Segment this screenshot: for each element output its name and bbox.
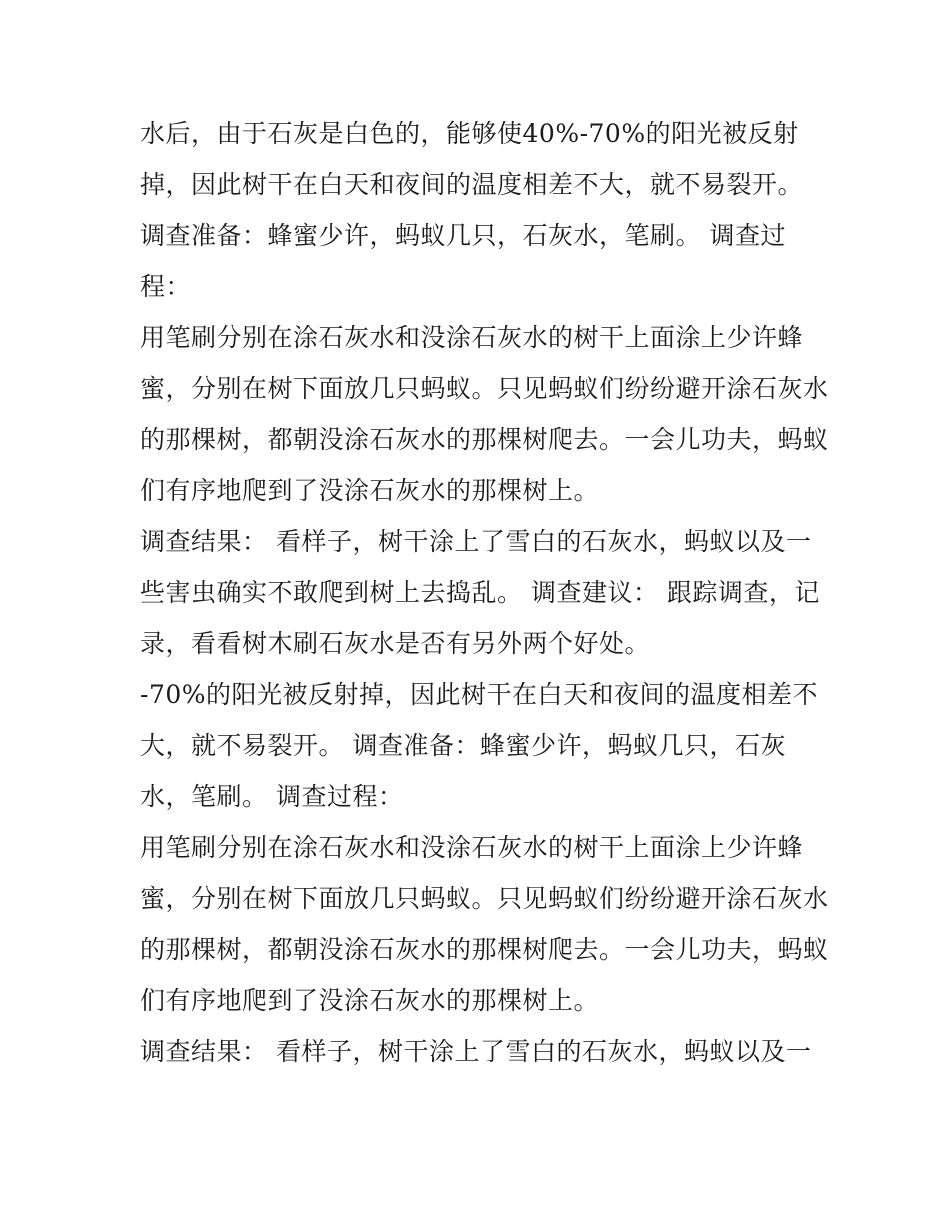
text-line: 调查结果： 看样子，树干涂上了雪白的石灰水，蚂蚁以及一 [140,1037,812,1066]
text-line: 们有序地爬到了没涂石灰水的那棵树上。 [140,986,600,1015]
text-line: 调查结果： 看样子，树干涂上了雪白的石灰水，蚂蚁以及一 [140,527,812,556]
text-line: 水，笔刷。 调查过程： [140,782,404,811]
text-line: 录，看看树木刷石灰水是否有另外两个好处。 [140,629,651,658]
text-line: 大，就不易裂开。 调查准备：蜂蜜少许，蚂蚁几只，石灰 [140,731,786,760]
text-line: 些害虫确实不敢爬到树上去捣乱。 调查建议： 跟踪调查，记 [140,578,820,607]
text-line: 调查准备：蜂蜜少许，蚂蚁几只，石灰水，笔刷。 调查过 [140,221,786,250]
text-line: 用笔刷分别在涂石灰水和没涂石灰水的树干上面涂上少许蜂 [140,833,804,862]
text-line: 水后，由于石灰是白色的，能够使40%-70%的阳光被反射 [140,119,799,148]
text-line: 的那棵树，都朝没涂石灰水的那棵树爬去。一会儿功夫，蚂蚁 [140,425,829,454]
text-line: 程： [140,272,192,301]
text-line: 用笔刷分别在涂石灰水和没涂石灰水的树干上面涂上少许蜂 [140,323,804,352]
text-line: 们有序地爬到了没涂石灰水的那棵树上。 [140,476,600,505]
text-line: 蜜，分别在树下面放几只蚂蚁。只见蚂蚁们纷纷避开涂石灰水 [140,884,829,913]
text-line: 蜜，分别在树下面放几只蚂蚁。只见蚂蚁们纷纷避开涂石灰水 [140,374,829,403]
text-line: 掉，因此树干在白天和夜间的温度相差不大，就不易裂开。 [140,170,804,199]
text-line: -70%的阳光被反射掉，因此树干在白天和夜间的温度相差不 [140,680,819,709]
text-line: 的那棵树，都朝没涂石灰水的那棵树爬去。一会儿功夫，蚂蚁 [140,935,829,964]
body-text [140,108,829,1077]
